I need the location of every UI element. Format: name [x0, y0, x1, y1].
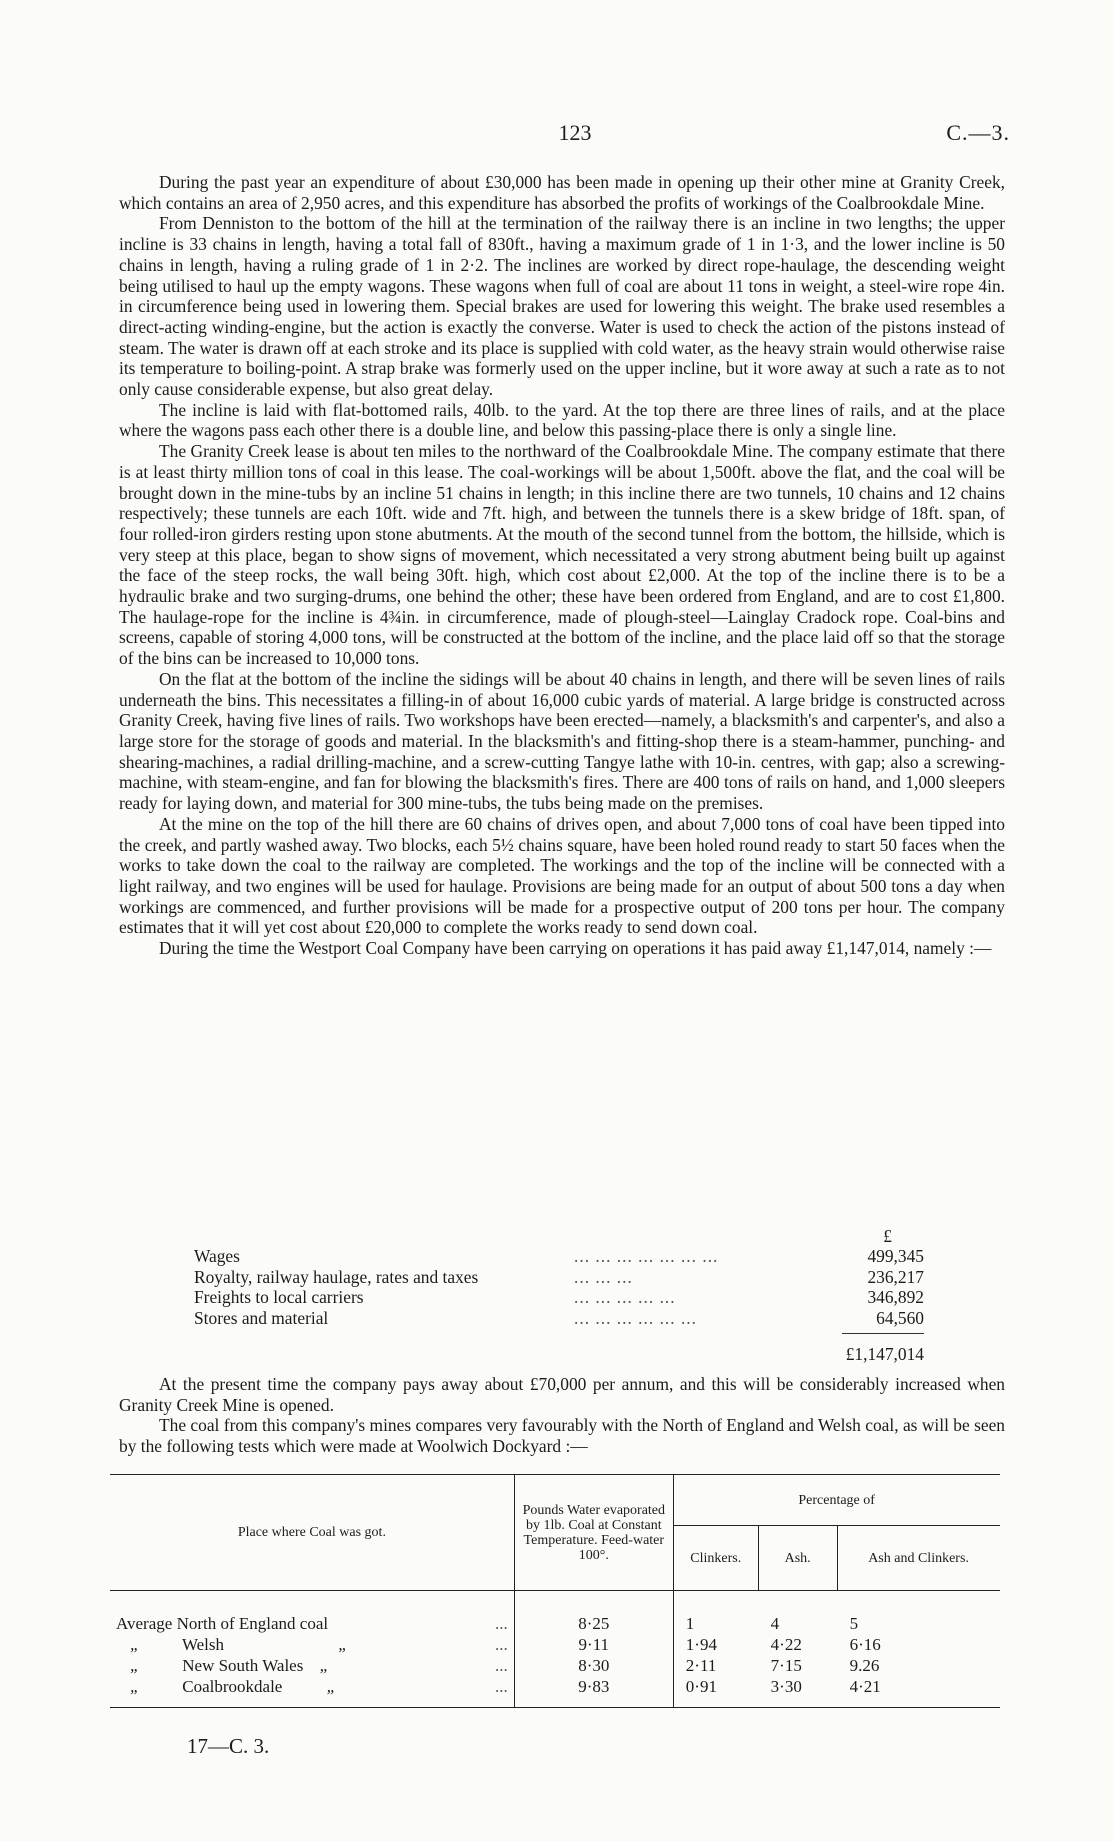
ditto-mark: „	[319, 1656, 330, 1675]
currency-unit: £	[883, 1226, 892, 1246]
payment-label: Freights to local carriers	[194, 1287, 364, 1308]
column-header-percentage: Percentage of	[673, 1475, 999, 1526]
payment-label: Wages	[194, 1246, 240, 1266]
ash-cell: 3·30	[758, 1676, 837, 1708]
ash-clinkers-cell: 6·16	[849, 1635, 881, 1654]
ash-cell: 4·22	[770, 1635, 802, 1654]
paragraph: The Granity Creek lease is about ten miles to the northward of the Coalbrookdale Mine. The company estimate that there is at least thirty million tons of coal in this lease. The coal-workings will be about 1,500ft. above the flat, and the coal will be brought down in the mine-tubs by an incline 51 chains in length; in this incline there are two tunnels, 10 chains and 12 chains respectively; these tunnels are each 10ft. wide and 7ft. high, and between the tunnels there is a skew bridge of 18ft. span, of four rolled-iron girders resting upon stone abutments. At the mouth of the second tunnel from the bottom, the hillside, which is very steep at this place, began to show signs of movement, which necessitated a very strong abutment being built up against the face of the steep rocks, the wall being 30ft. high, which cost about £2,000. At the top of the incline there is to be a hydraulic brake and two surging-drums, one behind the other; these have been ordered from England, and are to cost £1,800. The haulage-rope for the incline is 4¾in. in circumference, made of plough-steel—Lainglay Cradock rope. Coal-bins and screens, capable of storing 4,000 tons, will be constructed at the bottom of the incline, and the place laid off so that the storage of the bins can be increased to 10,000 tons.	[119, 441, 1005, 669]
payment-amount: 499,345	[867, 1246, 924, 1266]
paragraph: During the past year an expenditure of about £30,000 has been made in opening up their other mine at Granity Creek, which contains an area of 2,950 acres, and this expenditure has absorbed the profits of workings of the Coalbrookdale Mine.	[119, 172, 1005, 213]
row-prefix: „	[130, 1656, 140, 1675]
payment-label: Stores and material	[194, 1308, 329, 1329]
table-row	[110, 1676, 1000, 1708]
paragraph: On the flat at the bottom of the incline the sidings will be about 40 chains in length, and there will be seven lines of rails underneath the bins. This necessitates a filling-in of about 16,000 cubic yards of material. A large bridge is constructed across Granity Creek, having five lines of rails. Two workshops have been erected—namely, a blacksmith's and carpenter's, and also a large store for the storage of goods and material. In the blacksmith's and fitting-shop there is a steam-hammer, punching- and shearing-machines, a radial drilling-machine, and a screw-cutting Tangye lathe with 10-in. centres, with gap; also a screwing-machine, with steam-engine, and fan for blowing the blacksmith's fires. There are 400 tons of rails on hand, and 1,000 sleepers ready for laying down, and material for 300 mine-tubs, the tubs being made on the premises.	[119, 668, 1005, 814]
ash-clinkers-cell: 9.26	[849, 1656, 880, 1675]
pounds-cell: 9·83	[514, 1676, 673, 1708]
ash-cell: 7·15	[770, 1656, 802, 1675]
ditto-mark: „	[326, 1677, 337, 1696]
closing-text	[119, 1374, 1005, 1457]
table-header-row	[110, 1475, 1000, 1526]
table-row	[110, 1591, 1000, 1635]
place-name: North of England coal	[176, 1614, 329, 1633]
leader-dots: ...	[495, 1656, 508, 1675]
place-cell	[110, 1634, 514, 1655]
payment-amount: 64,560	[876, 1308, 924, 1329]
payment-label: Royalty, railway haulage, rates and taxes	[194, 1266, 479, 1287]
ash-clinkers-cell: 4·21	[837, 1676, 999, 1708]
table-row	[110, 1634, 1000, 1655]
column-header-pounds: Pounds Water evaporated by 1lb. Coal at Constant Temperature. Feed-water 100°.	[514, 1475, 673, 1591]
row-prefix: „	[130, 1677, 140, 1696]
clinkers-cell: 0·91	[673, 1676, 758, 1708]
pounds-cell: 8·30	[514, 1655, 673, 1676]
pounds-cell: 8·25	[514, 1591, 673, 1635]
row-prefix: Average	[116, 1614, 173, 1633]
place-name: Coalbrookdale	[182, 1677, 283, 1696]
paragraph: The coal from this company's mines compares very favourably with the North of England and Welsh coal, as will be seen by the following tests which were made at Woolwich Dockyard :—	[119, 1415, 1005, 1457]
place-cell	[110, 1655, 514, 1676]
leader-dots: ... ... ...	[574, 1266, 633, 1287]
column-header-place: Place where Coal was got.	[110, 1475, 514, 1591]
payment-amount: 346,892	[867, 1287, 924, 1308]
column-header-ash-clinkers: Ash and Clinkers.	[837, 1526, 999, 1591]
table-row	[110, 1655, 1000, 1676]
paragraph: At the present time the company pays away about £70,000 per annum, and this will be considerably increased when Granity Creek Mine is opened.	[119, 1374, 1005, 1415]
ash-cell: 4	[770, 1614, 780, 1633]
document-reference: C.—3.	[946, 120, 1010, 145]
leader-dots: ... ... ... ... ... ... ...	[574, 1246, 719, 1266]
leader-dots: ... ... ... ... ... ...	[574, 1308, 697, 1329]
column-header-ash: Ash.	[758, 1526, 837, 1591]
paragraph: The incline is laid with flat-bottomed rails, 40lb. to the yard. At the top there are three lines of rails, and at the place where the wagons pass each other there is a double line, and below this passing-place there is only a single line.	[119, 399, 1005, 441]
place-name: New South Wales	[182, 1656, 304, 1675]
footer-signature: 17—C. 3.	[187, 1734, 270, 1758]
place-name: Welsh	[181, 1635, 225, 1654]
column-header-clinkers: Clinkers.	[673, 1526, 758, 1591]
leader-dots: ... ... ... ... ...	[574, 1287, 676, 1308]
payments-table	[194, 1226, 924, 1364]
leader-dots: ...	[495, 1677, 508, 1696]
payment-row	[194, 1308, 924, 1329]
place-cell	[110, 1591, 514, 1635]
payment-row	[194, 1267, 924, 1288]
payments-intro: During the time the Westport Coal Company have been carrying on operations it has paid away £1,147,014, namely :—	[159, 938, 992, 959]
payment-total: £1,147,014	[845, 1343, 924, 1364]
pounds-cell: 9·11	[514, 1634, 673, 1655]
leader-dots: ...	[495, 1614, 508, 1633]
payment-row	[194, 1246, 924, 1267]
clinkers-cell: 1	[685, 1614, 695, 1633]
coal-test-table	[110, 1474, 1000, 1708]
ditto-mark: „	[338, 1635, 348, 1654]
body-text	[119, 172, 1005, 959]
payment-row	[194, 1287, 924, 1308]
place-cell	[110, 1676, 514, 1708]
payment-amount: 236,217	[867, 1266, 924, 1287]
total-rule	[842, 1333, 924, 1334]
page-number: 123	[558, 120, 592, 145]
clinkers-cell: 1·94	[685, 1635, 717, 1654]
leader-dots: ...	[495, 1635, 508, 1654]
row-prefix: „	[130, 1635, 140, 1654]
ash-clinkers-cell: 5	[849, 1614, 859, 1633]
clinkers-cell: 2·11	[685, 1656, 717, 1675]
paragraph: At the mine on the top of the hill there are 60 chains of drives open, and about 7,000 tons of coal have been tipped into the creek, and partly washed away. Two blocks, each 5½ chains square, have been holed round ready to start 50 faces when the works to take down the coal to the railway are completed. The workings and the top of the incline will be connected with a light railway, and two engines will be used for haulage. Provisions are being made for an output of about 500 tons a day when workings are commenced, and further provisions will be made for a prospective output of 200 tons per hour. The company estimates that it will yet cost about £20,000 to complete the works ready to send down coal.	[119, 813, 1005, 938]
paragraph: From Denniston to the bottom of the hill at the termination of the railway there is an incline in two lengths; the upper incline is 33 chains in length, having a total fall of 830ft., having a maximum grade of 1 in 1·3, and the lower incline is 50 chains in length, having a ruling grade of 1 in 2·2. The inclines are worked by direct rope-haulage, the descending weight being utilised to haul up the empty wagons. These wagons when full of coal are about 11 tons in weight, a steel-wire rope 4in. in circumference being used in lowering them. Special brakes are used for lowering this weight. The brake used resembles a direct-acting winding-engine, but the action is exactly the converse. Water is used to check the action of the pistons instead of steam. The water is drawn off at each stroke and its place is supplied with cold water, as the heavy strain would otherwise raise its temperature to boiling-point. A strap brake was formerly used on the upper incline, but it wore away at such a rate as to not only cause considerable expense, but also great delay.	[119, 213, 1005, 400]
